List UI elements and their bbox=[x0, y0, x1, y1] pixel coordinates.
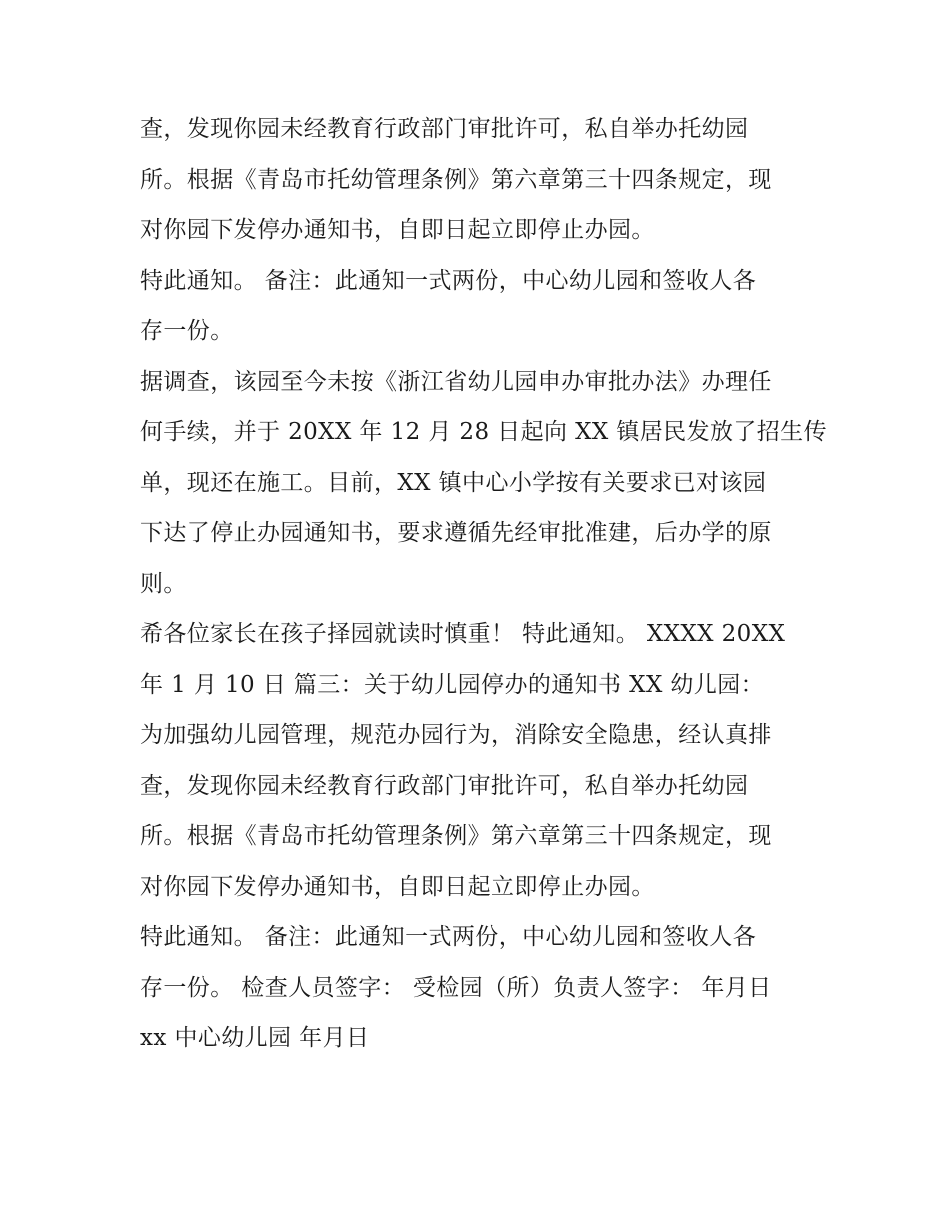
text-line: 何手续，并于 20XX 年 12 月 28 日起向 XX 镇居民发放了招生传 bbox=[140, 419, 827, 445]
text-line: 存一份。 检查人员签字： 受检园（所）负责人签字： 年月日 bbox=[140, 974, 772, 1001]
text-line: 存一份。 bbox=[140, 318, 234, 344]
document-body bbox=[140, 104, 830, 1064]
text-line: 查，发现你园未经教育行政部门审批许可，私自举办托幼园 bbox=[140, 116, 749, 142]
text-line: 下达了停止办园通知书，要求遵循先经审批准建，后办学的原 bbox=[140, 520, 772, 546]
text-line: 查，发现你园未经教育行政部门审批许可，私自举办托幼园 bbox=[140, 772, 749, 799]
text-line: 希各位家长在孩子择园就读时慎重！ 特此通知。 XXXX 20XX bbox=[140, 621, 786, 647]
text-line: 为加强幼儿园管理，规范办园行为，消除安全隐患，经认真排 bbox=[140, 722, 772, 748]
text-line: 所。根据《青岛市托幼管理条例》第六章第三十四条规定，现 bbox=[140, 166, 772, 193]
text-line: 年 1 月 10 日 篇三：关于幼儿园停办的通知书 XX 幼儿园： bbox=[140, 671, 765, 698]
text-line: 对你园下发停办通知书，自即日起立即停止办园。 bbox=[140, 217, 655, 243]
text-line: 对你园下发停办通知书，自即日起立即停止办园。 bbox=[140, 873, 655, 900]
text-line: 特此通知。 备注：此通知一式两份，中心幼儿园和签收人各 bbox=[140, 267, 757, 294]
text-line: 据调查，该园至今未按《浙江省幼儿园申办审批办法》办理任 bbox=[140, 368, 772, 395]
text-line: 特此通知。 备注：此通知一式两份，中心幼儿园和签收人各 bbox=[140, 924, 757, 950]
text-line: 单，现还在施工。目前，XX 镇中心小学按有关要求已对该园 bbox=[140, 469, 767, 496]
text-line: xx 中心幼儿园 年月日 bbox=[140, 1025, 370, 1051]
text-line: 则。 bbox=[140, 570, 187, 597]
text-line: 所。根据《青岛市托幼管理条例》第六章第三十四条规定，现 bbox=[140, 823, 772, 849]
